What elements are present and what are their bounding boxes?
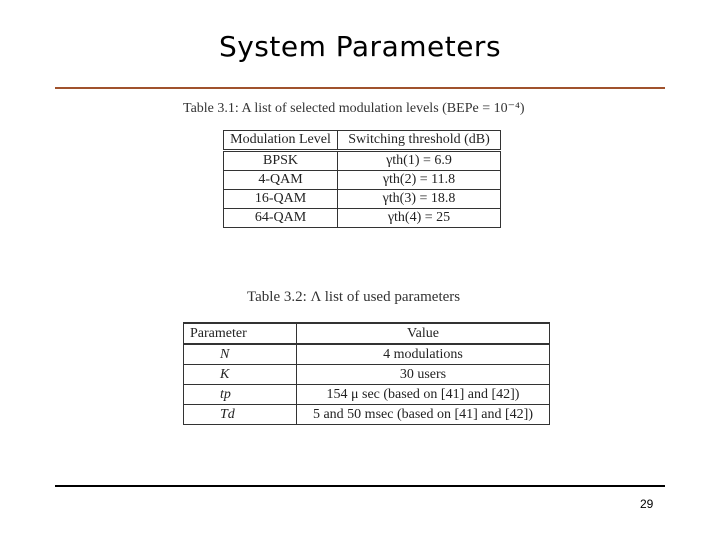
modulation-cell: 64-QAM [224,209,338,228]
column-header: Switching threshold (dB) [338,131,501,151]
column-header: Value [297,323,550,344]
modulation-cell: 4-QAM [224,171,338,190]
modulation-cell: 16-QAM [224,190,338,209]
footer-divider [55,485,665,487]
table-row [224,171,501,190]
table2-caption: Table 3.2: Λ list of used parameters [247,289,461,305]
threshold-cell: γth(1) = 6.9 [338,151,501,171]
table-row [224,190,501,209]
table-row [184,405,550,425]
parameter-cell: Td [184,405,297,425]
parameter-cell: K [184,365,297,385]
table-row [184,385,550,405]
title-divider [55,87,665,89]
parameter-cell: N [184,344,297,365]
column-header: Parameter [184,323,297,344]
table-row [224,151,501,171]
table-row [224,209,501,228]
parameter-cell: tp [184,385,297,405]
value-cell: 154 μ sec (based on [41] and [42]) [297,385,550,405]
page-number: 29 [640,497,654,511]
slide-title: System Parameters [218,30,502,63]
modulation-levels-table [223,130,501,228]
value-cell: 5 and 50 msec (based on [41] and [42]) [297,405,550,425]
table-row [184,365,550,385]
value-cell: 30 users [297,365,550,385]
threshold-cell: γth(2) = 11.8 [338,171,501,190]
value-cell: 4 modulations [297,344,550,365]
modulation-cell: BPSK [224,151,338,171]
threshold-cell: γth(4) = 25 [338,209,501,228]
table-header-row [184,323,550,344]
table-header-row [224,131,501,151]
used-parameters-table [183,322,550,425]
table-row [184,344,550,365]
threshold-cell: γth(3) = 18.8 [338,190,501,209]
table1-caption: Table 3.1: A list of selected modulation levels (BEPe = 10⁻⁴) [183,101,525,116]
column-header: Modulation Level [224,131,338,151]
